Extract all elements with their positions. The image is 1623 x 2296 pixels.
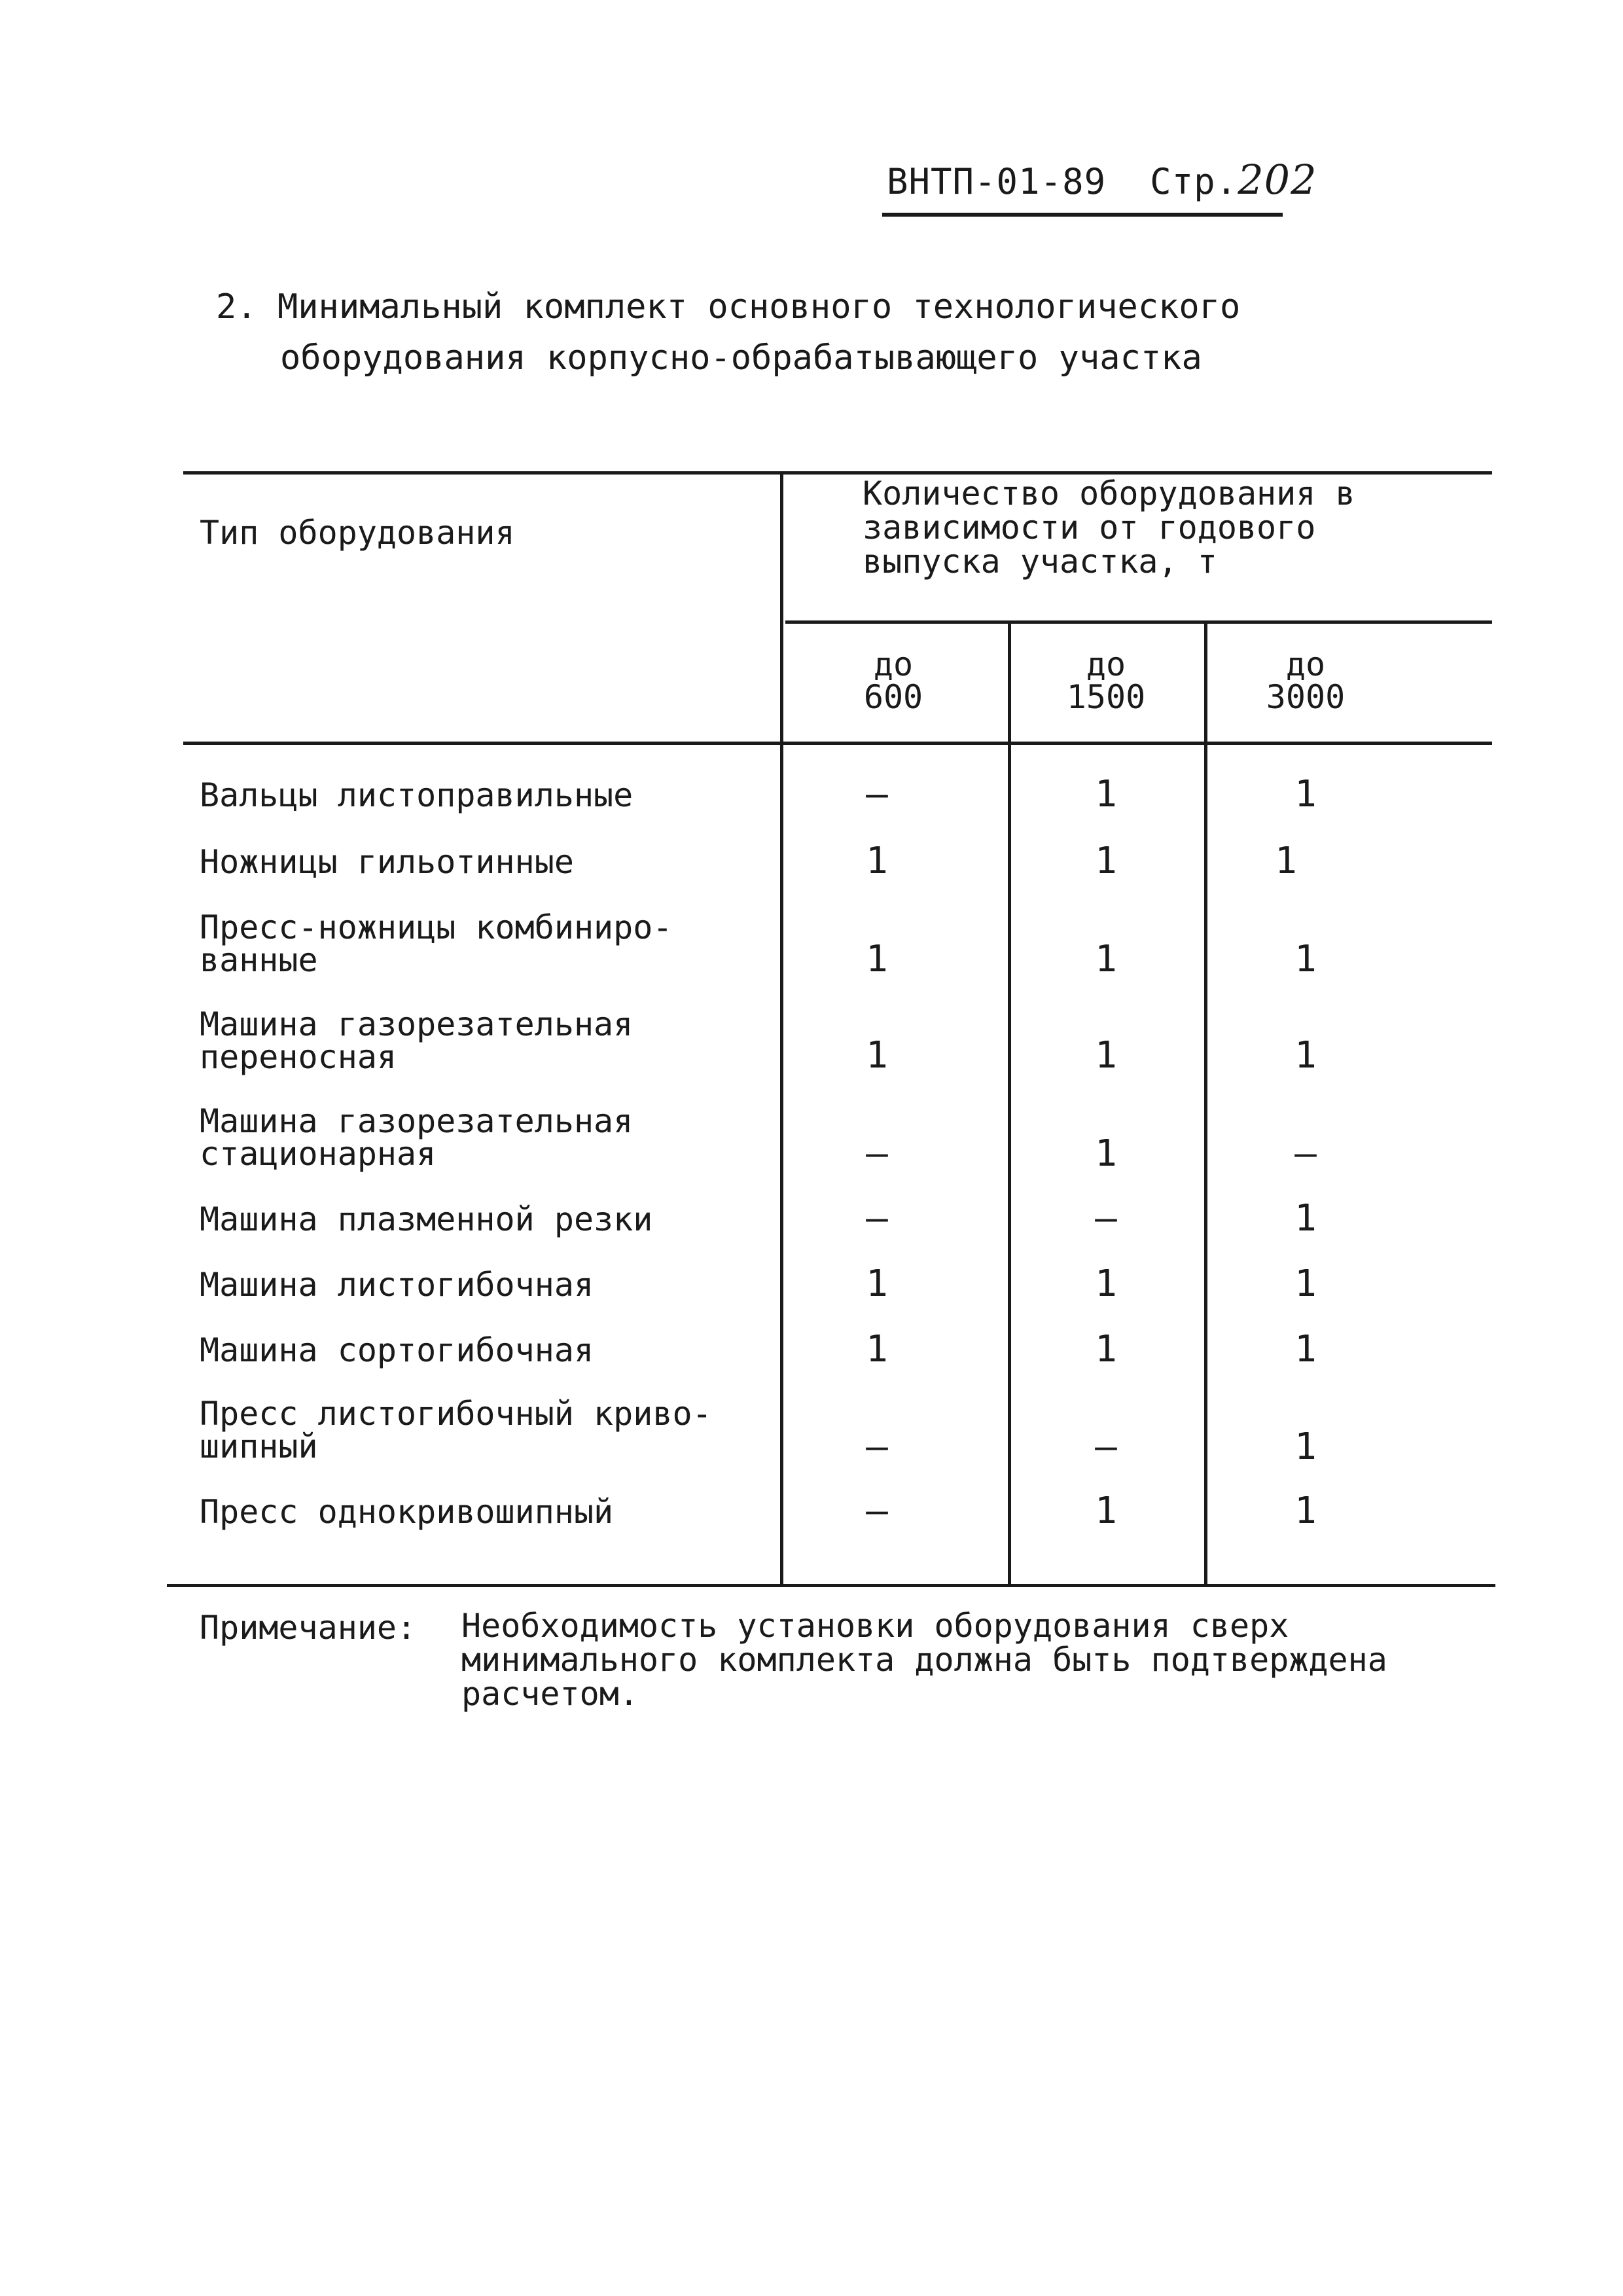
subheader-prefix: до bbox=[1086, 645, 1126, 683]
table-cell: 1 bbox=[1294, 938, 1317, 980]
table-row-name bbox=[200, 1397, 712, 1463]
table-cell: 1 bbox=[1095, 1490, 1117, 1532]
table-row-name bbox=[200, 908, 673, 979]
note-line: минимального комплекта должна быть подтверждена bbox=[461, 1641, 1387, 1679]
table-cell: 1 bbox=[1095, 773, 1117, 816]
row-name-line: Пресс однокривошипный bbox=[200, 1493, 614, 1531]
table-cell: 1 bbox=[866, 1263, 888, 1305]
table-cell: 1 bbox=[1095, 840, 1117, 882]
row-name-line: Машина листогибочная bbox=[200, 1266, 594, 1304]
table-cell: 1 bbox=[1294, 1034, 1317, 1077]
table-cell: – bbox=[1095, 1426, 1117, 1468]
table-cell: 1 bbox=[1294, 1328, 1317, 1371]
section-title-line1: Минимальный комплект основного технологического bbox=[277, 287, 1241, 327]
col-divider-main bbox=[780, 473, 783, 1585]
table-cell: 1 bbox=[1294, 1263, 1317, 1305]
table-cell: – bbox=[866, 1132, 888, 1175]
subheader-value: 1500 bbox=[1066, 678, 1146, 716]
note-label: Примечание: bbox=[200, 1609, 417, 1647]
table-row-name bbox=[200, 1493, 614, 1531]
table-cell: 1 bbox=[866, 1034, 888, 1077]
row-name-line: Ножницы гильотинные bbox=[200, 843, 574, 881]
table-cell: 1 bbox=[866, 1328, 888, 1371]
table-cell: – bbox=[1294, 1132, 1317, 1175]
table-cell: – bbox=[866, 1426, 888, 1468]
col-qty-header-line: Количество оборудования в bbox=[863, 475, 1355, 512]
row-name-line: ванные bbox=[200, 941, 318, 979]
row-name-line: переносная bbox=[200, 1038, 397, 1076]
table-cell: 1 bbox=[1095, 938, 1117, 980]
table-cell: 1 bbox=[1095, 1263, 1117, 1305]
col-divider-2 bbox=[1008, 622, 1011, 1585]
table-row-name bbox=[200, 1200, 653, 1238]
col-qty-header bbox=[863, 476, 1355, 579]
table-cell: 1 bbox=[866, 840, 888, 882]
qty-subheader-rule bbox=[785, 620, 1492, 624]
table-row-name bbox=[200, 1102, 633, 1173]
subheader-value: 600 bbox=[863, 678, 923, 716]
header-underline bbox=[882, 213, 1283, 217]
table-cell: 1 bbox=[1095, 1132, 1117, 1175]
row-name-line: Вальцы листоправильные bbox=[200, 776, 633, 814]
page-prefix: Стр. bbox=[1150, 161, 1238, 202]
table-cell: 1 bbox=[1294, 773, 1317, 816]
row-name-line: шипный bbox=[200, 1427, 318, 1465]
row-name-line: Машина сортогибочная bbox=[200, 1331, 594, 1369]
note-line: расчетом. bbox=[461, 1675, 639, 1713]
table-cell: 1 bbox=[1275, 840, 1297, 882]
subheader-3000 bbox=[1214, 645, 1397, 716]
table-bottom-rule bbox=[167, 1584, 1495, 1587]
table-cell: – bbox=[1095, 1197, 1117, 1240]
section-title bbox=[216, 281, 1240, 384]
table-row-name bbox=[200, 1005, 633, 1076]
subheader-prefix: до bbox=[1285, 645, 1326, 683]
note-line: Необходимость установки оборудования сверх bbox=[461, 1607, 1289, 1645]
doc-code: ВНТП-01-89 bbox=[887, 161, 1107, 202]
row-name-line: Машина газорезательная bbox=[200, 1005, 633, 1043]
note-text bbox=[461, 1609, 1387, 1711]
table-cell: 1 bbox=[866, 938, 888, 980]
header-bottom-rule bbox=[183, 742, 1492, 745]
subheader-1500 bbox=[1014, 645, 1198, 716]
table-cell: – bbox=[866, 1490, 888, 1532]
subheader-value: 3000 bbox=[1266, 678, 1346, 716]
table-row-name bbox=[200, 1331, 594, 1369]
section-number: 2. bbox=[216, 287, 257, 327]
col-qty-header-line: выпуска участка, т bbox=[863, 543, 1217, 581]
table-row-name bbox=[200, 1266, 594, 1304]
document-header bbox=[887, 156, 1317, 204]
table-cell: – bbox=[866, 1197, 888, 1240]
table-cell: 1 bbox=[1294, 1490, 1317, 1532]
col-qty-header-line: зависимости от годового bbox=[863, 509, 1316, 547]
table-cell: – bbox=[866, 773, 888, 816]
row-name-line: стационарная bbox=[200, 1135, 437, 1173]
table-cell: 1 bbox=[1294, 1426, 1317, 1468]
col-divider-3 bbox=[1204, 622, 1207, 1585]
subheader-prefix: до bbox=[873, 645, 914, 683]
table-cell: 1 bbox=[1294, 1197, 1317, 1240]
row-name-line: Машина плазменной резки bbox=[200, 1200, 653, 1238]
page-number: 202 bbox=[1238, 156, 1317, 204]
row-name-line: Пресс-ножницы комбиниро- bbox=[200, 908, 673, 946]
table-row-name bbox=[200, 776, 633, 814]
section-title-line2: оборудования корпусно-обрабатывающего участка bbox=[280, 338, 1202, 378]
col-type-header: Тип оборудования bbox=[200, 514, 515, 552]
row-name-line: Пресс листогибочный криво- bbox=[200, 1395, 712, 1433]
row-name-line: Машина газорезательная bbox=[200, 1102, 633, 1140]
table-row-name bbox=[200, 843, 574, 881]
subheader-600 bbox=[802, 645, 985, 716]
table-cell: 1 bbox=[1095, 1034, 1117, 1077]
table-cell: 1 bbox=[1095, 1328, 1117, 1371]
